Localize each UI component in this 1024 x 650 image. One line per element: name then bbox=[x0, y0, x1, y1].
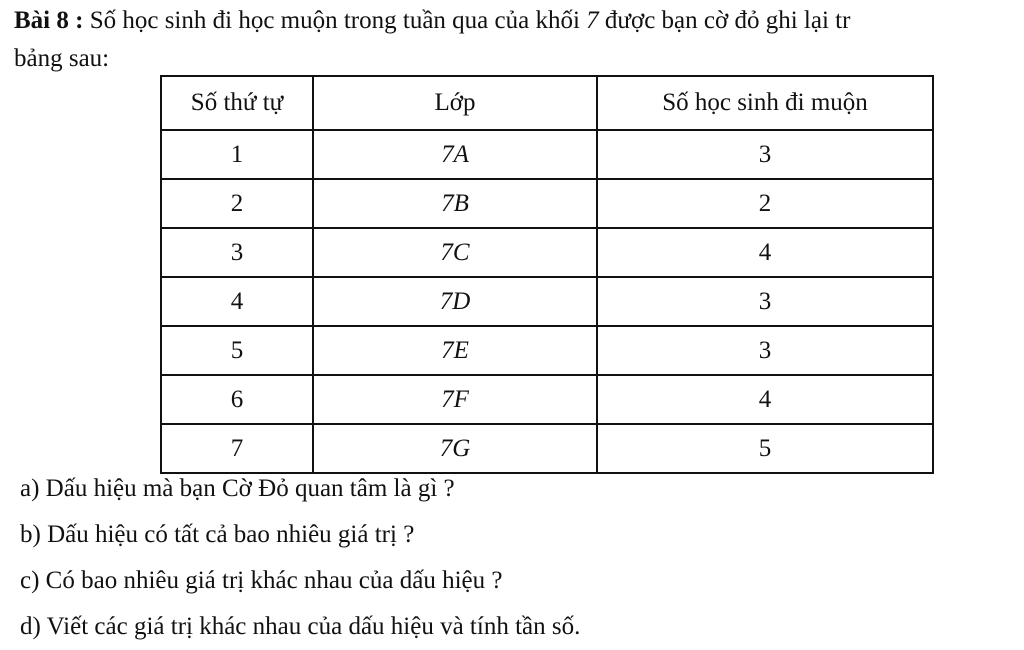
question-list bbox=[20, 466, 580, 650]
cell-class: 7D bbox=[313, 277, 597, 326]
table-row bbox=[161, 179, 933, 228]
table-row bbox=[161, 326, 933, 375]
cell-stt: 1 bbox=[161, 130, 313, 179]
cell-stt: 6 bbox=[161, 375, 313, 424]
question-c: c) Có bao nhiêu giá trị khác nhau của dấu hiệu ? bbox=[20, 567, 503, 594]
question-d: d) Viết các giá trị khác nhau của dấu hiệu và tính tần số. bbox=[20, 613, 581, 640]
cell-class: 7G bbox=[313, 424, 597, 473]
statement-line-2: bảng sau: bbox=[14, 45, 110, 72]
cell-stt: 5 bbox=[161, 326, 313, 375]
statement-text-1: Số học sinh đi học muộn trong tuần qua của khối bbox=[83, 7, 587, 34]
late-students-table bbox=[160, 75, 934, 474]
header-late-count: Số học sinh đi muộn bbox=[597, 76, 933, 130]
table-row bbox=[161, 277, 933, 326]
cell-stt: 2 bbox=[161, 179, 313, 228]
statement-text-2: được bạn cờ đỏ ghi lại tr bbox=[598, 7, 851, 34]
problem-statement bbox=[14, 2, 1024, 78]
cell-late-count: 3 bbox=[597, 277, 933, 326]
table-row bbox=[161, 130, 933, 179]
table-header-row bbox=[161, 76, 933, 130]
cell-stt: 7 bbox=[161, 424, 313, 473]
cell-stt: 3 bbox=[161, 228, 313, 277]
cell-late-count: 3 bbox=[597, 130, 933, 179]
table-row bbox=[161, 375, 933, 424]
cell-class: 7B bbox=[313, 179, 597, 228]
cell-class: 7E bbox=[313, 326, 597, 375]
cell-class: 7C bbox=[313, 228, 597, 277]
cell-late-count: 4 bbox=[597, 228, 933, 277]
header-class: Lớp bbox=[313, 76, 597, 130]
cell-late-count: 5 bbox=[597, 424, 933, 473]
problem-number: Bài 8 : bbox=[14, 7, 84, 34]
cell-late-count: 4 bbox=[597, 375, 933, 424]
grade-number: 7 bbox=[586, 7, 599, 34]
cell-late-count: 3 bbox=[597, 326, 933, 375]
question-b: b) Dấu hiệu có tất cả bao nhiêu giá trị ? bbox=[20, 521, 415, 548]
question-a: a) Dấu hiệu mà bạn Cờ Đỏ quan tâm là gì ? bbox=[20, 475, 455, 502]
table-row bbox=[161, 228, 933, 277]
cell-stt: 4 bbox=[161, 277, 313, 326]
header-stt: Số thứ tự bbox=[161, 76, 313, 130]
cell-class: 7F bbox=[313, 375, 597, 424]
cell-late-count: 2 bbox=[597, 179, 933, 228]
cell-class: 7A bbox=[313, 130, 597, 179]
